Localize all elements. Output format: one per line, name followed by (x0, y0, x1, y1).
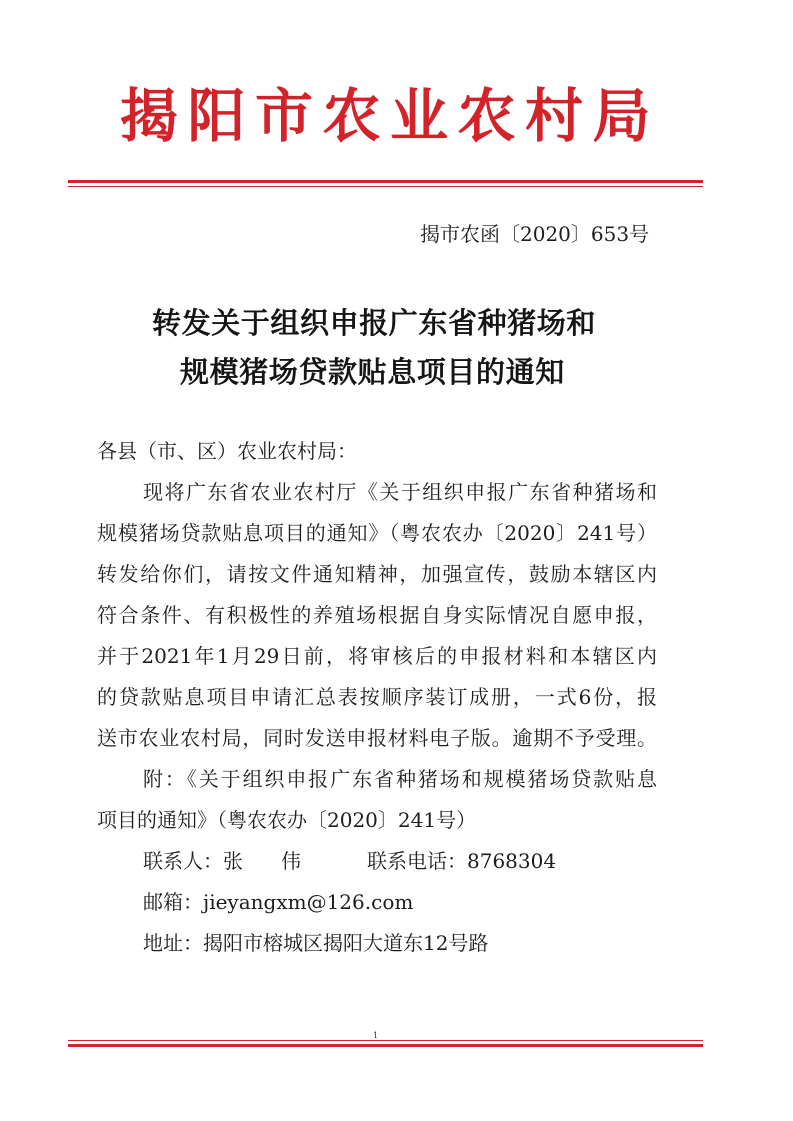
body-line: 转发给你们，请按文件通知精神，加强宣传，鼓励本辖区内 (97, 562, 657, 586)
footer-rule-thick (68, 1044, 703, 1047)
contact-address-label: 地址： (143, 931, 203, 955)
contact-email-label: 邮箱： (143, 890, 203, 914)
contact-phone: 8768304 (467, 849, 557, 873)
attachment-line-2: 项目的通知》（粤农农办〔2020〕241号） (97, 808, 477, 832)
body-line: 现将广东省农业农村厅《关于组织申报广东省种猪场和 (143, 480, 657, 504)
body-line: 规模猪场贷款贴息项目的通知》（粤农农办〔2020〕241号） (97, 521, 657, 545)
contact-person-row (97, 841, 657, 882)
letterhead-agency-name: 揭阳市农业农村局 (120, 82, 661, 150)
salutation: 各县（市、区）农业农村局： (97, 439, 357, 463)
body-line: 并于2021年1月29日前，将审核后的申报材料和本辖区内 (97, 644, 657, 668)
body-line: 送市农业农村局，同时发送申报材料电子版。逾期不予受理。 (97, 726, 657, 750)
document-body (97, 431, 657, 964)
contact-address: 揭阳市榕城区揭阳大道东12号路 (203, 931, 489, 955)
contact-address-row (97, 923, 657, 964)
contact-person-name: 张 伟 (223, 849, 310, 873)
document-title-line-1: 转发关于组织申报广东省种猪场和 (152, 306, 597, 340)
document-number: 揭市农函〔2020〕653号 (420, 222, 650, 246)
contact-person (143, 841, 367, 882)
contact-email: jieyangxm@126.com (203, 890, 414, 914)
page-number: 1 (373, 1031, 379, 1040)
body-line: 符合条件、有积极性的养殖场根据自身实际情况自愿申报， (97, 603, 657, 627)
body-line: 的贷款贴息项目申请汇总表按顺序装订成册，一式6份，报 (97, 685, 657, 709)
attachment-line-1: 附：《关于组织申报广东省种猪场和规模猪场贷款贴息 (143, 767, 657, 791)
letterhead-rule-thin (68, 186, 703, 187)
footer-rule-thin (68, 1040, 703, 1041)
contact-phone-label: 联系电话： (367, 849, 467, 873)
letterhead-rule-thick (68, 180, 703, 183)
document-title-line-2: 规模猪场贷款贴息项目的通知 (180, 355, 565, 389)
contact-email-row (97, 882, 657, 923)
contact-person-label: 联系人： (143, 849, 223, 873)
